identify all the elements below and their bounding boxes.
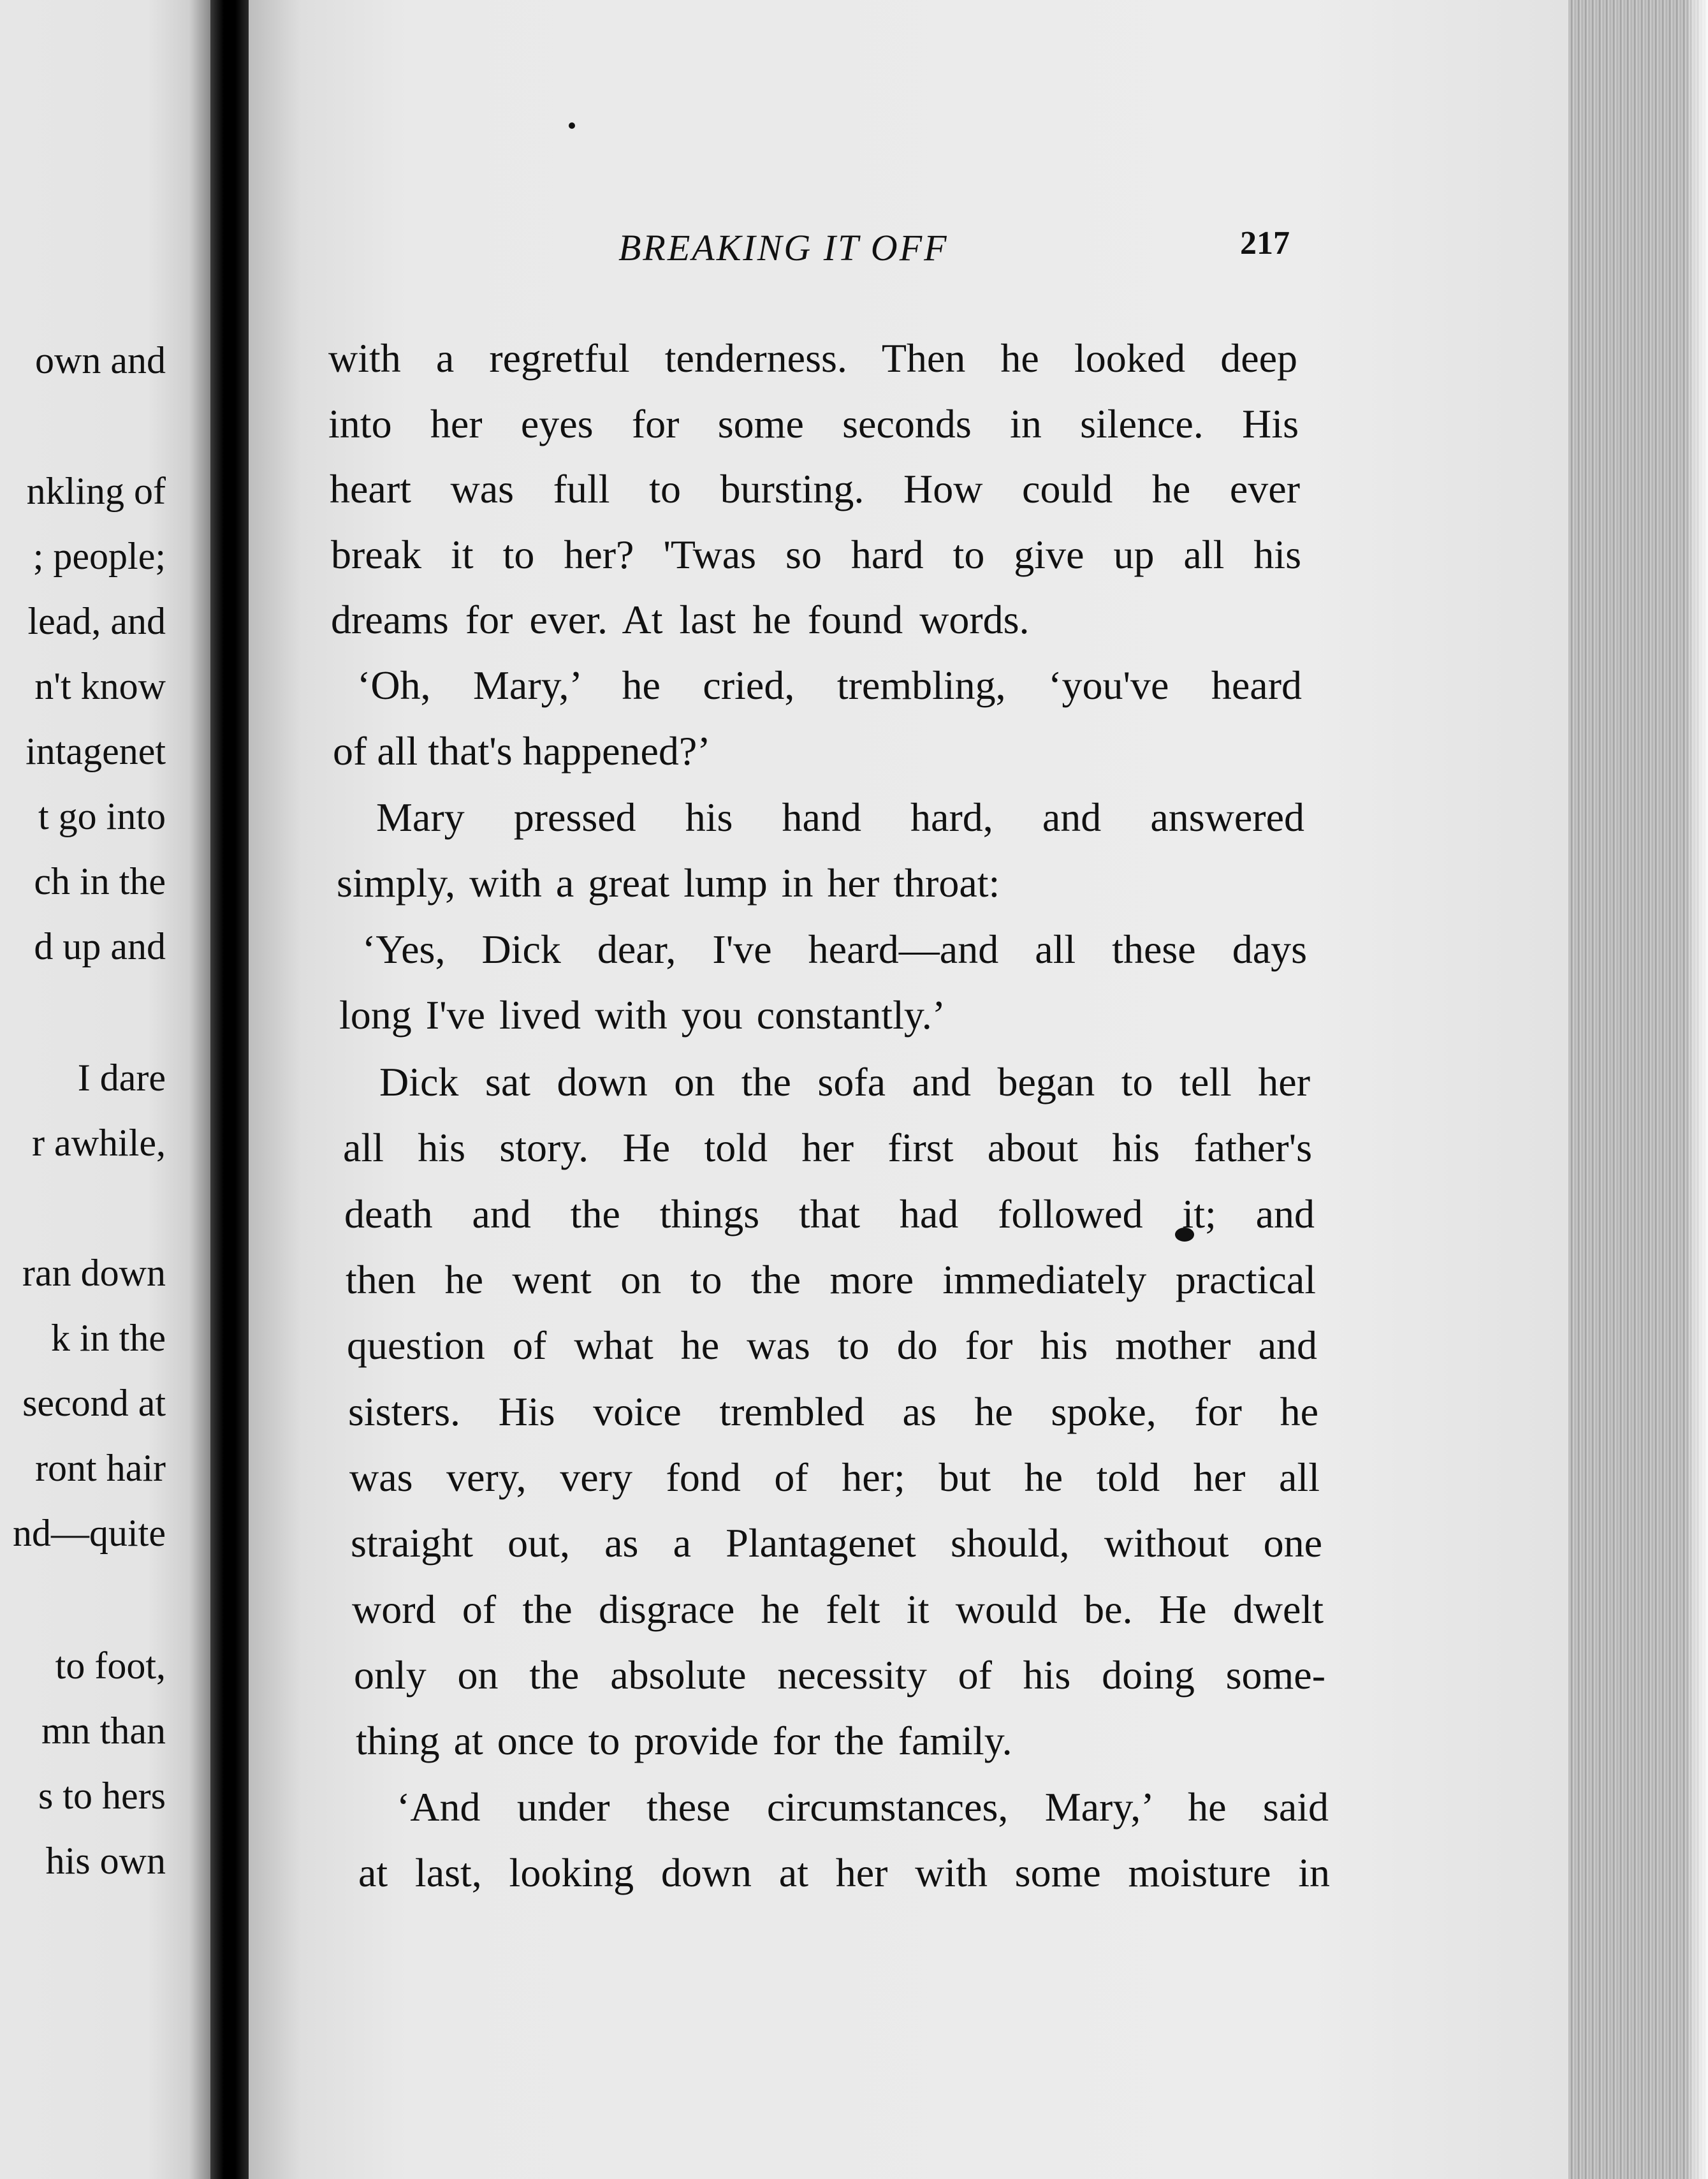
left-line: n't know bbox=[34, 665, 166, 707]
left-line: second at bbox=[22, 1382, 166, 1424]
left-line: ront hair bbox=[35, 1447, 166, 1489]
text-line: dreams for ever. At last he found words. bbox=[331, 597, 1030, 642]
text-line: with a regretful tenderness. Then he looked deep bbox=[328, 335, 1297, 381]
page-number: 217 bbox=[1240, 225, 1290, 261]
left-line: d up and bbox=[34, 925, 166, 967]
text-line: then he went on to the more immediately practical bbox=[346, 1257, 1316, 1302]
text-line: heart was full to bursting. How could he ever bbox=[330, 466, 1300, 511]
left-line: to foot, bbox=[55, 1645, 166, 1687]
left-line: t go into bbox=[38, 795, 166, 837]
left-line: mn than bbox=[41, 1710, 166, 1752]
text-line: thing at once to provide for the family. bbox=[356, 1718, 1012, 1763]
left-line: r awhile, bbox=[32, 1122, 166, 1164]
text-line: straight out, as a Plantagenet should, without one bbox=[351, 1520, 1322, 1566]
text-line: Dick sat down on the sofa and began to tell her bbox=[379, 1059, 1310, 1104]
left-line: intagenet bbox=[26, 730, 166, 772]
text-line: question of what he was to do for his mother and bbox=[347, 1323, 1317, 1368]
left-line: nkling of bbox=[26, 470, 166, 512]
text-line: word of the disgrace he felt it would be. He dwelt bbox=[352, 1587, 1324, 1632]
left-line: s to hers bbox=[38, 1775, 166, 1817]
running-title: BREAKING IT OFF bbox=[618, 227, 949, 268]
left-line: his own bbox=[45, 1840, 166, 1882]
left-line: own and bbox=[35, 339, 166, 381]
text-line: Mary pressed his hand hard, and answered bbox=[376, 795, 1304, 840]
text-line: into her eyes for some seconds in silence. His bbox=[328, 401, 1299, 446]
left-line: lead, and bbox=[27, 600, 166, 642]
text-line: all his story. He told her first about his father's bbox=[343, 1125, 1312, 1170]
text-line: was very, very fond of her; but he told her all bbox=[349, 1455, 1320, 1500]
text-line: simply, with a great lump in her throat: bbox=[337, 860, 1000, 906]
left-line: ; people; bbox=[33, 535, 166, 577]
text-line: long I've lived with you constantly.’ bbox=[339, 992, 945, 1038]
left-line: k in the bbox=[51, 1317, 166, 1359]
text-line: ‘Yes, Dick dear, I've heard—and all these days bbox=[362, 927, 1307, 972]
text-line: ‘Oh, Mary,’ he cried, trembling, ‘you've heard bbox=[357, 663, 1302, 708]
text-line: death and the things that had followed it; and bbox=[344, 1191, 1315, 1236]
text-line: of all that's happened?’ bbox=[333, 728, 711, 774]
left-line: I dare bbox=[77, 1057, 166, 1099]
text-line: ‘And under these circumstances, Mary,’ he said bbox=[397, 1784, 1329, 1830]
left-line: nd—quite bbox=[13, 1512, 166, 1554]
text-line: at last, looking down at her with some moisture in bbox=[358, 1850, 1330, 1895]
text-line: only on the absolute necessity of his doing some- bbox=[354, 1652, 1325, 1698]
left-line: ch in the bbox=[34, 860, 166, 902]
text-line: sisters. His voice trembled as he spoke, for he bbox=[348, 1389, 1318, 1434]
left-line: ran down bbox=[22, 1252, 166, 1294]
text-line: break it to her? 'Twas so hard to give up all his bbox=[331, 532, 1301, 577]
